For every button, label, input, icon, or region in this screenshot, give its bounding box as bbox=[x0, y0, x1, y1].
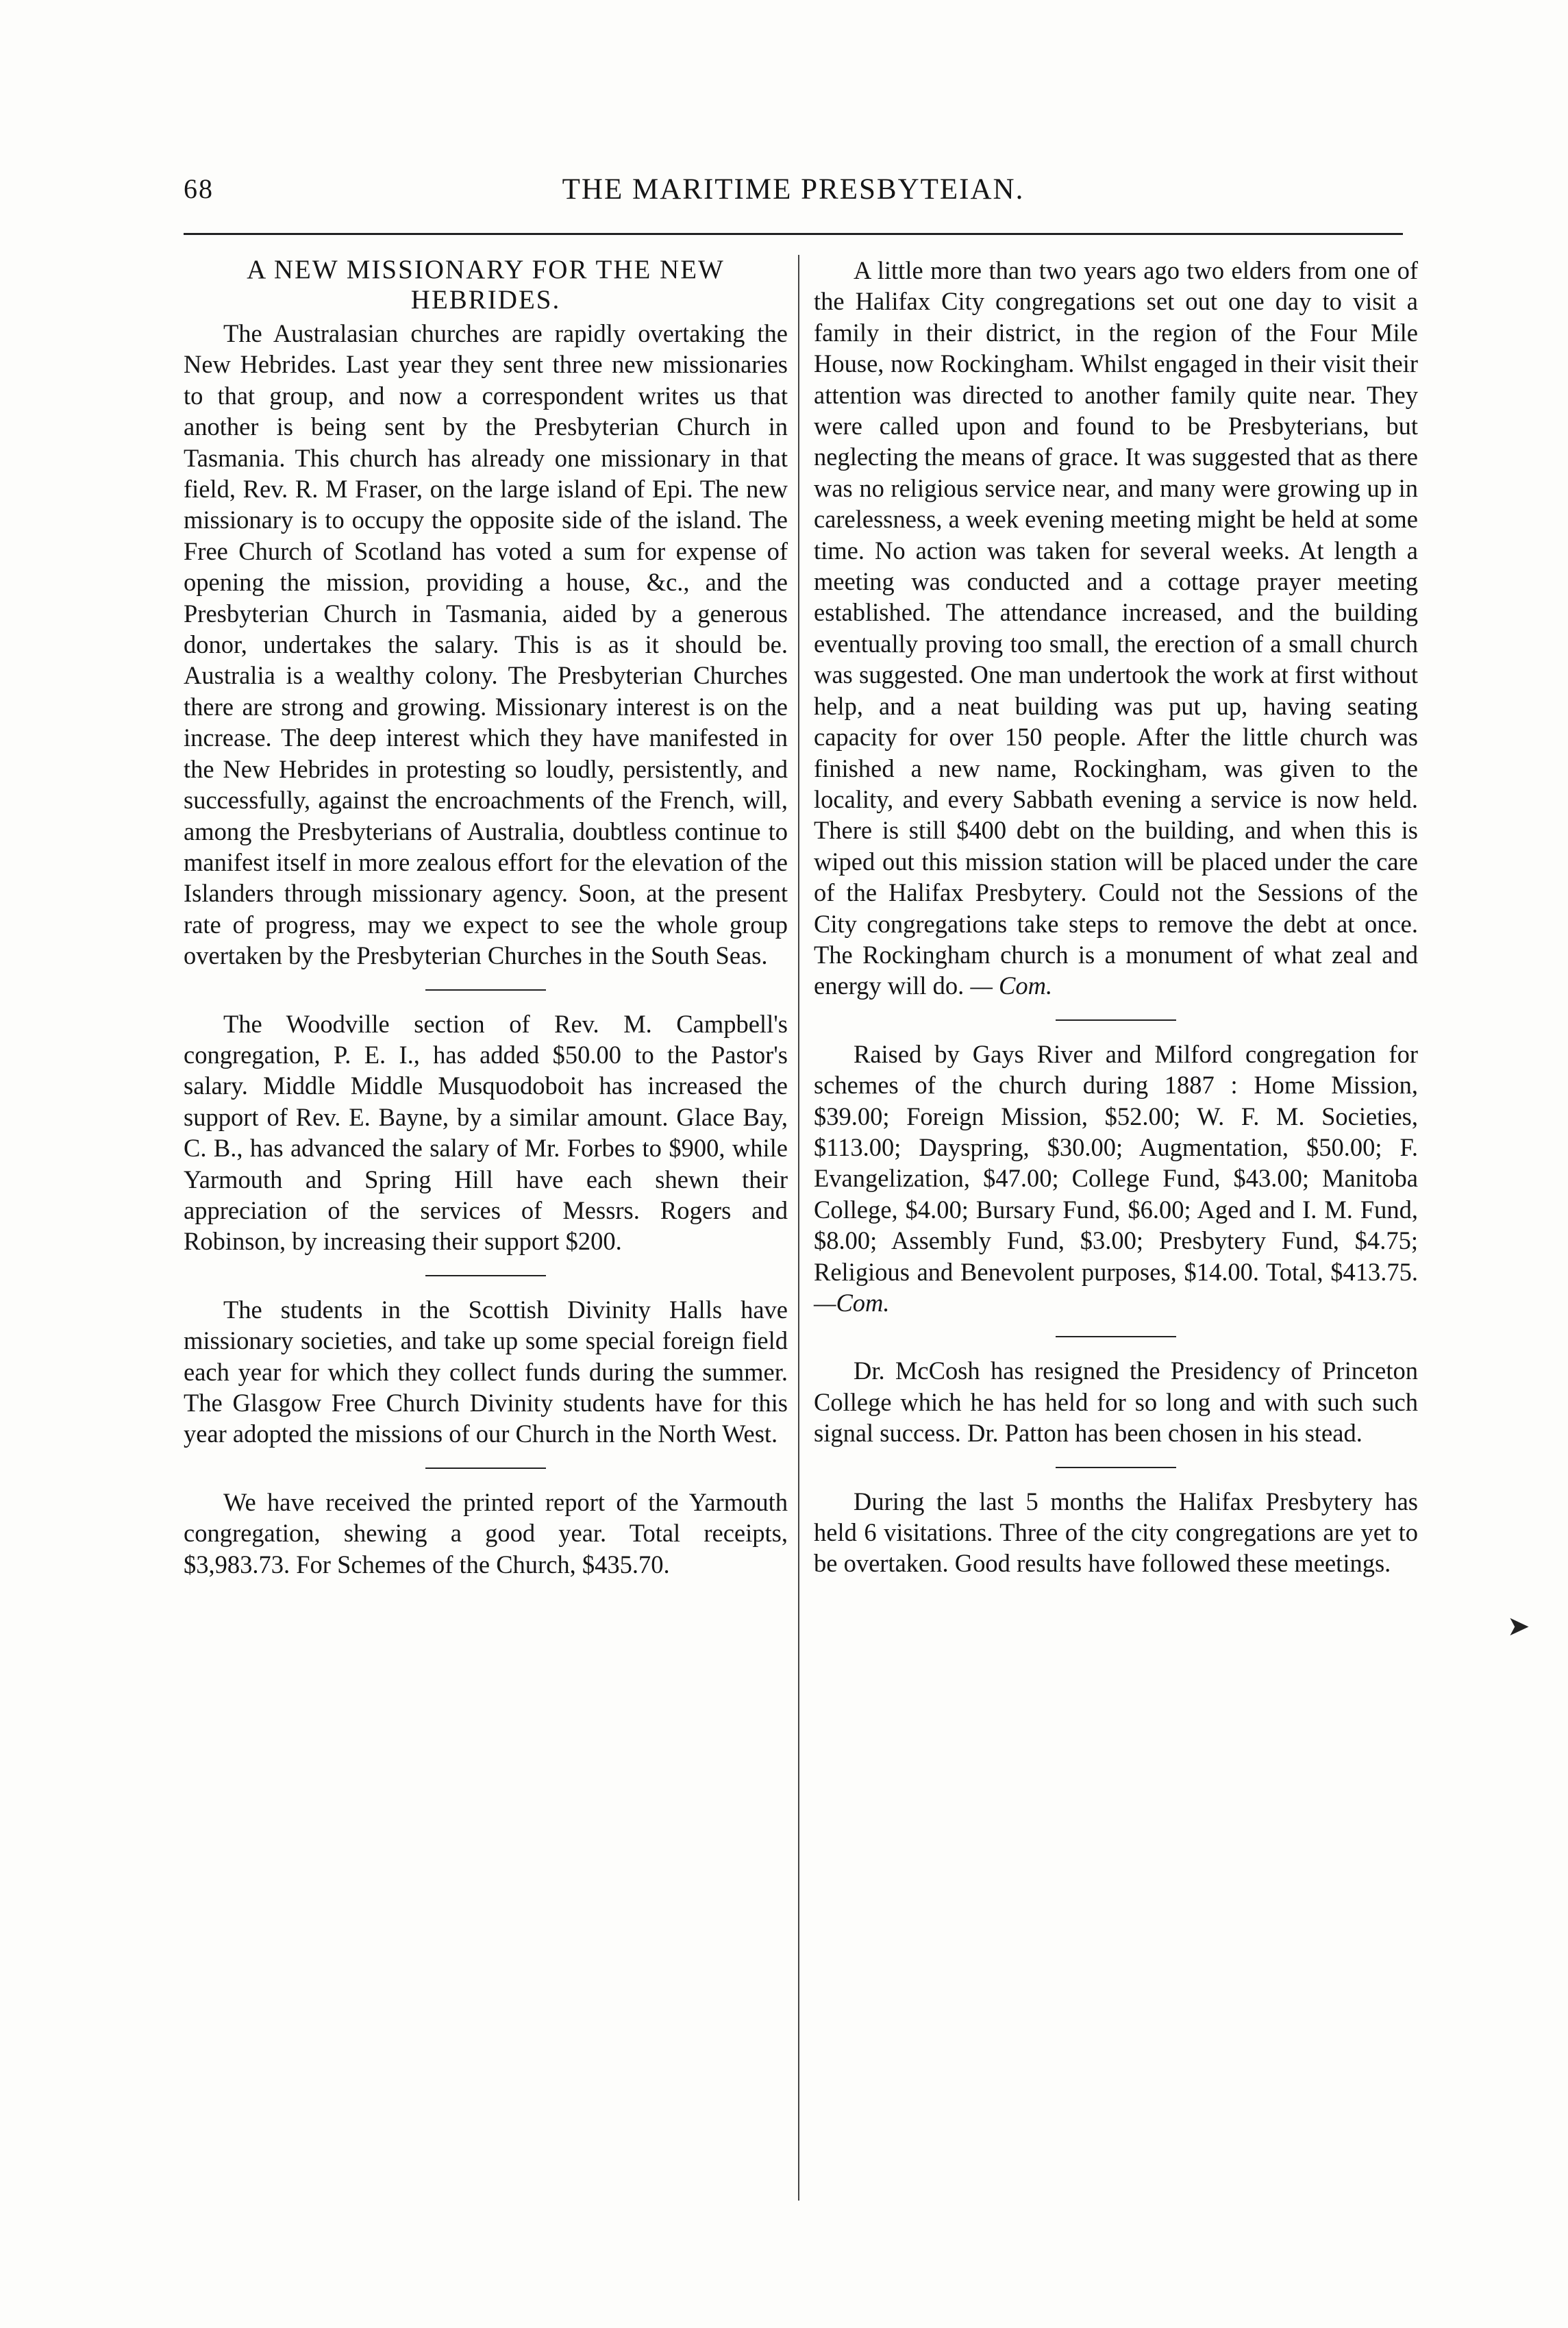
page-header bbox=[184, 173, 1403, 221]
column-divider bbox=[798, 255, 799, 2201]
article-scottish-students bbox=[184, 1294, 788, 1450]
running-title: THE MARITIME PRESBYTEIAN. bbox=[562, 173, 1025, 206]
article-body bbox=[814, 1039, 1418, 1319]
article-gays-river bbox=[814, 1039, 1418, 1319]
margin-arrow-icon: ➤ bbox=[1507, 1611, 1530, 1642]
right-column bbox=[814, 255, 1418, 1579]
article-text: Raised by Gays River and Milford congregation for schemes of the church during 1887 : Home Mission, $39.00; Foreign Mission, $52.00; W. F. M. Societies, $113.00; Dayspring, $30.00; Augmentation, $50.00; F. Evangelization, $47.00; College Fund, $43.00; Manitoba College, $4.00; Bursary Fund, $6.00; Aged and I. M. Fund, $8.00; Assembly Fund, $3.00; Presbytery Fund, $4.75; Religious and Benevolent purposes, $14.00. Total, $413.75. bbox=[814, 1039, 1418, 1286]
article-rockingham bbox=[814, 255, 1418, 1002]
article-headline: A NEW MISSIONARY FOR THE NEW HEBRIDES. bbox=[247, 255, 725, 314]
article-body: The Woodville section of Rev. M. Campbell's congregation, P. E. I., has added $50.00 to the Pastor's salary. Middle Middle Musquodoboit has increased the support of Rev. E. Bayne, by a similar amount. Glace Bay, C. B., has advanced the salary of Mr. Forbes to $900, while Yarmouth and Spring Hill have each shewn their appreciation of the services of Messrs. Rogers and Robinson, by increasing their support $200. bbox=[184, 1009, 788, 1256]
header-rule bbox=[184, 233, 1403, 235]
article-body: We have received the printed report of the Yarmouth congregation, shewing a good year. Total receipts, $3,983.73. For Schemes of the Church, $435.70. bbox=[184, 1487, 788, 1578]
article-body: The students in the Scottish Divinity Halls have missionary societies, and take up some special foreign field each year for which they collect funds during the summer. The Glasgow Free Church Divinity students have for this year adopted the missions of our Church in the North West. bbox=[184, 1295, 788, 1448]
article-text: A little more than two years ago two elders from one of the Halifax City congregations set out one day to visit a family in their district, in the region of the Four Mile House, now Rockingham. Whilst engaged in their visit their attention was directed to another family quite near. They were called upon and found to be Presbyterians, but neglecting the means of grace. It was suggested that as there was no religious service near, and many were growing up in carelessness, a week evening meeting might be held at some time. No action was taken for several weeks. At length a meeting was conducted and a cottage prayer meeting established. The attendance increased, and the building eventually proving too small, the erection of a small church was suggested. One man undertook the work at first without help, and a neat building was put up, having seating capacity for over 150 people. After the little church was finished a new name, Rockingham, was given to the locality, and every Sabbath evening a service is now held. There is still $400 debt on the building, and when this is wiped out this mission station will be placed under the care of the Halifax Presbytery. Could not the Sessions of the City congregations take steps to remove the debt at once. The Rockingham church is a monument of what zeal and energy will do. bbox=[814, 256, 1418, 1000]
article-new-missionary bbox=[184, 255, 788, 971]
article-signature: — Com. bbox=[970, 971, 1053, 1000]
article-signature: —Com. bbox=[814, 1289, 890, 1317]
left-column bbox=[184, 255, 788, 1580]
article-woodville bbox=[184, 1008, 788, 1257]
article-halifax-visitations bbox=[814, 1486, 1418, 1579]
article-separator bbox=[1056, 1467, 1176, 1468]
article-separator bbox=[425, 1468, 546, 1469]
page-number: 68 bbox=[184, 173, 214, 204]
article-body bbox=[814, 255, 1418, 1002]
article-body: The Australasian churches are rapidly overtaking the New Hebrides. Last year they sent three new missionaries to that group, and now a correspondent writes us that another is being sent by the Presbyterian Church in Tasmania. This church has already one missionary in that field, Rev. R. M Fraser, on the large island of Epi. The new missionary is to occupy the opposite side of the island. The Free Church of Scotland has voted a sum for expense of opening the mission, providing a house, &c., and the Presbyterian Church in Tasmania, aided by a generous donor, undertakes the salary. This is as it should be. Australia is a wealthy colony. The Presbyterian Churches there are strong and growing. Missionary interest is on the increase. The deep interest which they have manifested in the New Hebrides in protesting so loudly, persistently, and successfully, against the encroachments of the French, will, among the Presbyterians of Australia, doubtless continue to manifest itself in more zealous effort for the elevation of the Islanders through missionary agency. Soon, at the present rate of progress, may we expect to see the whole group overtaken by the Presbyterian Churches in the South Seas. bbox=[184, 319, 788, 970]
article-separator bbox=[425, 1275, 546, 1276]
article-separator bbox=[1056, 1336, 1176, 1337]
article-separator bbox=[1056, 1019, 1176, 1021]
article-separator bbox=[425, 989, 546, 991]
article-body: Dr. McCosh has resigned the Presidency of Princeton College which he has held for so long and with such such signal success. Dr. Patton has been chosen in his stead. bbox=[814, 1357, 1418, 1448]
article-mccosh bbox=[814, 1355, 1418, 1448]
article-yarmouth-report bbox=[184, 1487, 788, 1580]
article-body: During the last 5 months the Halifax Presbytery has held 6 visitations. Three of the city congregations are yet to be overtaken. Good results have followed these meetings. bbox=[814, 1487, 1418, 1578]
